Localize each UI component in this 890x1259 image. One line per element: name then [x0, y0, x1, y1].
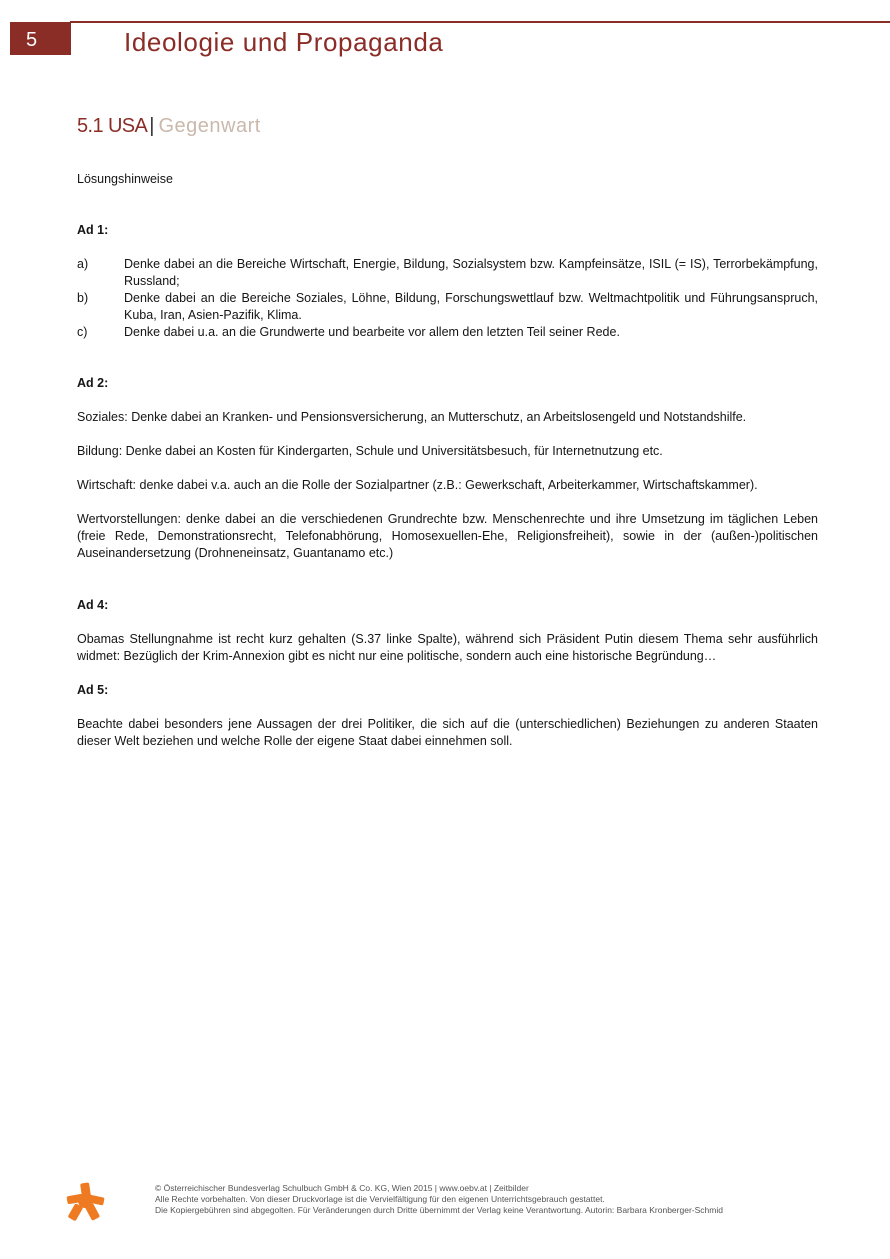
- chapter-number-badge: 5: [10, 22, 71, 55]
- list-marker: c): [77, 325, 88, 339]
- list-item: [77, 256, 818, 290]
- list-item-text: Denke dabei u.a. an die Grundwerte und bearbeite vor allem den letzten Teil seiner Rede.: [124, 325, 620, 339]
- ad2-paragraph: Bildung: Denke dabei an Kosten für Kindergarten, Schule und Universitätsbesuch, für Internetnutzung etc.: [77, 444, 663, 458]
- ad2-paragraph: Soziales: Denke dabei an Kranken- und Pensionsversicherung, an Mutterschutz, an Arbeitslosengeld und Notstandshilfe.: [77, 410, 747, 424]
- ad2-paragraph: Wirtschaft: denke dabei v.a. auch an die Rolle der Sozialpartner (z.B.: Gewerkschaft, Arbeiterkammer, Wirtschaftskammer).: [77, 478, 758, 492]
- chapter-title: Ideologie und Propaganda: [124, 27, 444, 57]
- list-item: [77, 290, 818, 324]
- ad4-paragraph: Obamas Stellungnahme ist recht kurz gehalten (S.37 linke Spalte), während sich Präsident Putin diesem Thema sehr ausführlich widmet: Bezüglich der Krim-Annexion gibt es nicht nur eine politische, sondern auch eine historische Begründung…: [77, 632, 818, 663]
- intro-label: Lösungshinweise: [77, 172, 173, 186]
- footer-copyright: [155, 1183, 723, 1216]
- ad5-paragraph: Beachte dabei besonders jene Aussagen der drei Politiker, die sich auf die (unterschiedlichen) Beziehungen zu anderen Staaten dieser Welt beziehen und welche Rolle der eigene Staat dabei einnehmen soll.: [77, 717, 818, 748]
- section-subtitle: Gegenwart: [158, 115, 261, 137]
- section-number-title: 5.1 USA: [77, 115, 148, 137]
- ad4-heading: Ad 4:: [77, 598, 109, 612]
- ad2-heading: Ad 2:: [77, 376, 109, 390]
- ad5-heading: Ad 5:: [77, 683, 109, 697]
- oebv-asterisk-logo-icon: [66, 1182, 106, 1222]
- footer-line: Alle Rechte vorbehalten. Von dieser Druckvorlage ist die Vervielfältigung für den eigenen Unterrichtsgebrauch gestattet.: [155, 1194, 605, 1204]
- footer-line: Die Kopiergebühren sind abgegolten. Für Veränderungen durch Dritte übernimmt der Verlag keine Verantwortung. Autorin: Barbara Kronberger-Schmid: [155, 1205, 723, 1215]
- list-item-text: Denke dabei an die Bereiche Wirtschaft, Energie, Bildung, Sozialsystem bzw. Kampfeinsätze, ISIL (= IS), Terrorbekämpfung, Russland;: [124, 257, 818, 288]
- list-marker: a): [77, 257, 89, 271]
- list-item: [77, 324, 818, 341]
- section-heading: [77, 115, 261, 138]
- section-separator: |: [149, 115, 155, 137]
- header-rule: [70, 21, 890, 23]
- list-marker: b): [77, 291, 89, 305]
- footer-line: © Österreichischer Bundesverlag Schulbuch GmbH & Co. KG, Wien 2015 | www.oebv.at | Zeitbilder: [155, 1183, 529, 1193]
- ad2-paragraph: Wertvorstellungen: denke dabei an die verschiedenen Grundrechte bzw. Menschenrechte und ihre Umsetzung im täglichen Leben (freie Rede, Demonstrationsrecht, Telefonabhörung, Homosexuellen-Ehe, Religionsfreiheit), sowie in der (außen-)politischen Auseinandersetzung (Drohneneinsatz, Guantanamo etc.): [77, 512, 818, 560]
- ad1-heading: Ad 1:: [77, 223, 109, 237]
- list-item-text: Denke dabei an die Bereiche Soziales, Löhne, Bildung, Forschungswettlauf bzw. Weltmachtpolitik und Führungsanspruch, Kuba, Iran, Asien-Pazifik, Klima.: [124, 291, 818, 322]
